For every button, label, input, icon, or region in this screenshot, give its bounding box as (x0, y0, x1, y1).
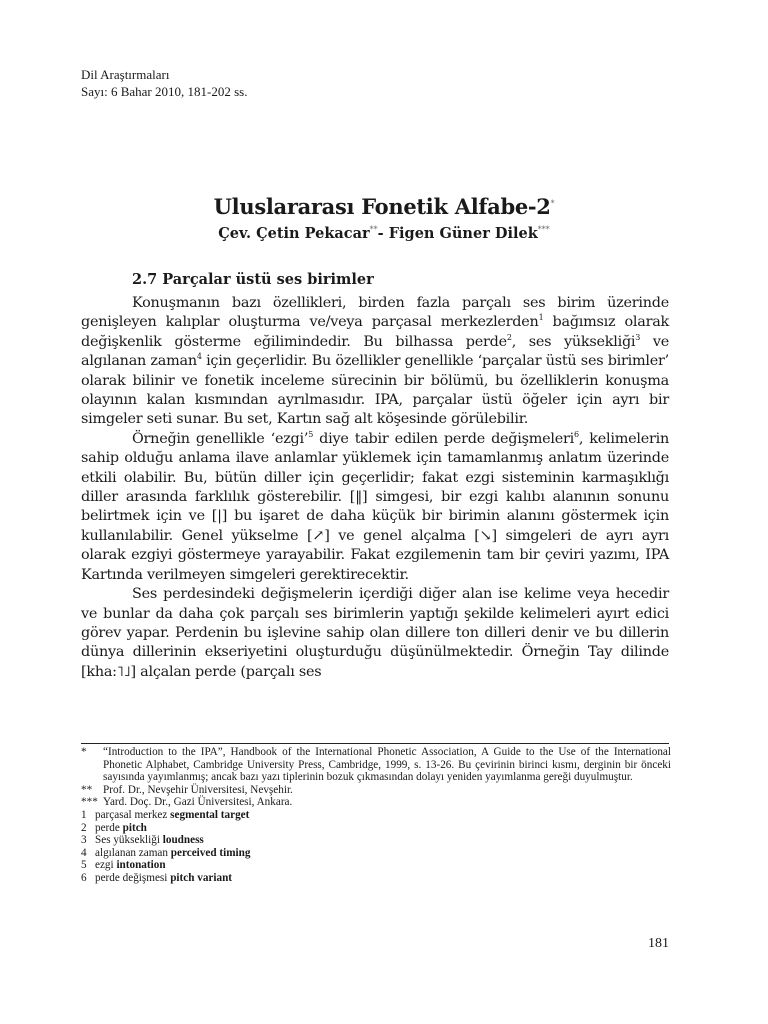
footnote-mark: ** (81, 783, 93, 796)
term-turkish: perde (95, 821, 123, 834)
title-text: Uluslararası Fonetik Alfabe-2 (213, 194, 551, 219)
article-title (0, 194, 768, 219)
footnote-mark: 2 (81, 821, 87, 834)
section-heading: 2.7 Parçalar üstü ses birimler (132, 271, 374, 288)
issue-info: Sayı: 6 Bahar 2010, 181-202 ss. (81, 84, 248, 99)
footnote-text (95, 859, 671, 872)
footnote-mark: 3 (81, 834, 87, 847)
footnote-ref-4[interactable]: 4 (196, 352, 202, 362)
paragraph-3 (81, 585, 669, 682)
term-english: intonation (116, 859, 166, 872)
footnote-ref-2[interactable]: 2 (506, 333, 512, 343)
page-number: 181 (648, 936, 669, 951)
paragraph-text: ve algılanan zaman (81, 333, 669, 370)
footnote-triple-star (81, 796, 671, 809)
paragraph-text: Ses perdesindeki değişmelerin içerdiği diğer alan ise kelime veya hecedir ve bunlar da daha çok parçalı ses birimlerin yaptığı şekilde kelimeleri ayırt edici görev yapar. Perdenin bu işlevine sahip olan dillere ton dilleri denir ve bu dillerin dünya dillerinin ekseriyetini oluşturduğu düşünülmektedir. Örneğin Tay dilinde [kha:˥˩] alçalan perde (parçalı ses (81, 586, 669, 680)
footnote-ref-5[interactable]: 5 (308, 430, 314, 440)
paragraph-text: Örneğin genellikle ‘ezgi’ (132, 430, 309, 447)
paragraph-2 (81, 430, 669, 585)
journal-name: Dil Araştırmaları (81, 67, 170, 82)
paragraph-text: Konuşmanın bazı özellikleri, birden fazla parçalı ses birim üzerinde genişleyen kalıplar oluşturma ve/veya parçasal merkezlerden (81, 295, 669, 331)
footnote-3 (81, 834, 671, 847)
author-line (0, 225, 768, 242)
footnote-mark: 5 (81, 859, 87, 872)
footnote-text (95, 822, 671, 835)
footnote-text (95, 834, 671, 847)
author-separator: - (377, 225, 389, 242)
footnote-text: Prof. Dr., Nevşehir Üniversitesi, Nevşehir. (103, 783, 293, 796)
paragraph-text: için geçerlidir. Bu özellikler genellikle ‘parçalar üstü ses birimler’ olarak bilinir ve fonetik inceleme sürecinin bir bölümü, bu özelliklerin konuşma olayının kalan kısmından ayrılmasıdır. IPA, parçalar üstü öğeler için ayrı bir simgeler seti sunar. Bu set, Kartın sağ alt köşesinde görülebilir. (81, 353, 669, 428)
footnote-1 (81, 809, 671, 822)
paragraph-1 (81, 294, 669, 430)
footnote-ref-6[interactable]: 6 (574, 430, 579, 440)
author-1: Çev. Çetin Pekacar (218, 225, 370, 242)
term-turkish: parçasal merkez (95, 808, 171, 821)
footnote-text (95, 872, 671, 885)
author-2: Figen Güner Dilek (388, 225, 538, 242)
term-turkish: ezgi (95, 859, 117, 872)
author-2-footnote-mark[interactable]: *** (537, 225, 550, 235)
footnote-mark: 6 (81, 871, 87, 884)
footnote-2 (81, 822, 671, 835)
term-english: pitch variant (170, 871, 233, 884)
footnote-mark: 4 (81, 846, 87, 859)
paragraph-text: diye tabir edilen perde değişmeleri (313, 430, 575, 447)
paragraph-text: , ses yüksekliği (511, 333, 636, 350)
paragraph-text: bağımsız olarak değişkenlik gösterme eğilimindedir. Bu bilhassa perde (81, 314, 669, 350)
term-turkish: perde değişmesi (95, 871, 171, 884)
footnote-text: Yard. Doç. Dr., Gazi Üniversitesi, Ankara. (103, 796, 293, 809)
footnote-ref-1[interactable]: 1 (538, 313, 544, 323)
footnote-5 (81, 859, 671, 872)
title-footnote-mark[interactable]: * (550, 199, 555, 208)
footnote-text: “Introduction to the IPA”, Handbook of the International Phonetic Association, A Guide to the Use of the International Phonetic Alphabet, Cambridge University Press, Cambridge, 1999, s. 13-26. Bu çevirinin birinci kısmı, derginin bir önceki sayısında yayımlanmış; ancak bazı yazı tiplerinin bozuk çıkmasından dolayı yeniden yayımlanma gereği duyulmuştur. (103, 746, 671, 784)
footnote-ref-3[interactable]: 3 (635, 333, 641, 343)
footnote-text (95, 809, 671, 822)
footnote-4 (81, 847, 671, 860)
footnote-mark: *** (81, 796, 98, 809)
term-turkish: Ses yüksekliği (95, 834, 163, 847)
footnote-mark: * (81, 746, 87, 758)
footnote-text (95, 847, 671, 860)
author-1-footnote-mark[interactable]: ** (369, 225, 378, 235)
footnote-6 (81, 872, 671, 885)
journal-header (81, 66, 247, 100)
term-turkish: algılanan zaman (95, 846, 171, 859)
footnote-divider (81, 743, 669, 744)
article-body (81, 294, 669, 682)
footnote-mark: 1 (81, 808, 87, 821)
term-english: loudness (162, 834, 204, 847)
term-english: perceived timing (170, 846, 251, 859)
footnote-double-star (81, 784, 671, 797)
footnotes (81, 746, 671, 885)
term-english: pitch (122, 821, 147, 834)
footnote-star (81, 746, 671, 784)
term-english: segmental target (170, 808, 250, 821)
paragraph-text: , kelimelerin sahip olduğu anlama ilave anlamlar yüklemek için tamamlanmış anlatım üzerinde etkili olabilir. Bu, bütün diller için geçerlidir; fakat ezgi sisteminin karmaşıklığı diller arasında farklılık gösterebilir. [‖] simgesi, bir ezgi kalıbı alanının sonunu belirtmek için ve [|] bu işaret de daha küçük bir birimin alanını göstermek için kullanılabilir. Genel yükselme [↗] ve genel alçalma [↘] simgeleri de ayrı ayrı olarak ezgiyi göstermeye yarayabilir. Fakat ezgilemenin tam bir çeviri yazımı, IPA Kartında verilmeyen simgeleri gerektirecektir. (81, 430, 669, 583)
